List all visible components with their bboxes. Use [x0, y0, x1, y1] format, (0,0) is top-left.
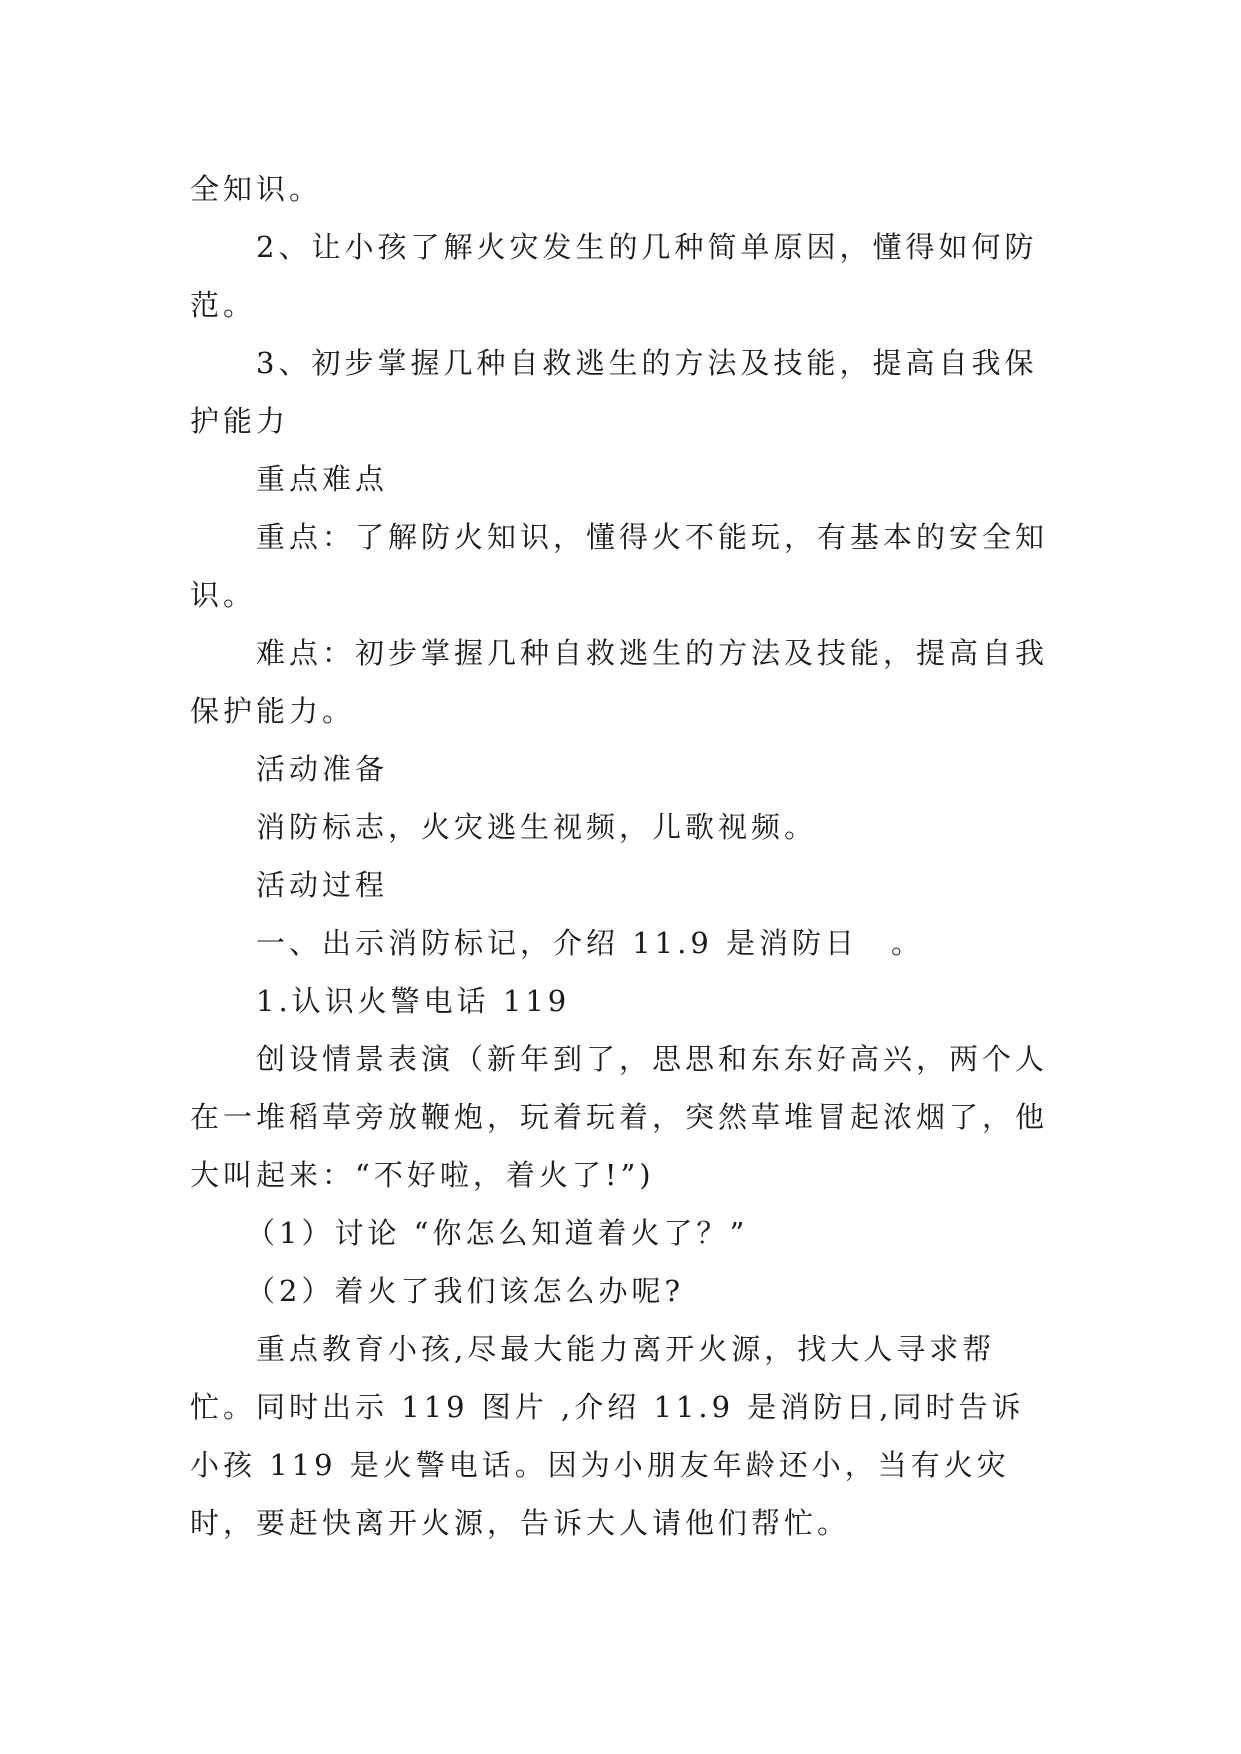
- discussion-question-1: （1）讨论 “你怎么知道着火了？”: [246, 1216, 749, 1250]
- education-paragraph: 重点教育小孩,尽最大能力离开火源，找大人寻求帮忙。同时出示 119 图片 ,介绍 11.9 是消防日,同时告诉小孩 119 是火警电话。因为小朋友年龄还小，当有火灾时，要赶快离开火源，告诉大人请他们帮忙。: [190, 1332, 1025, 1540]
- goal-item-3: 3、初步掌握几种自救逃生的方法及技能，提高自我保护能力: [190, 346, 1038, 438]
- section-heading-process: 活动过程: [256, 868, 389, 902]
- goal-item-2: 2、让小孩了解火灾发生的几种简单原因，懂得如何防范。: [190, 230, 1038, 322]
- preparation-paragraph: 消防标志，火灾逃生视频，儿歌视频。: [256, 810, 818, 844]
- scenario-paragraph: 创设情景表演（新年到了，思思和东东好高兴，两个人在一堆稻草旁放鞭炮，玩着玩着，突然草堆冒起浓烟了，他大叫起来：“不好啦，着火了!”): [190, 1042, 1049, 1192]
- key-point-paragraph: 重点：了解防火知识，懂得火不能玩，有基本的安全知识。: [190, 520, 1049, 612]
- process-substep-1: 1.认识火警电话 119: [256, 984, 571, 1018]
- discussion-question-2: （2）着火了我们该怎么办呢?: [246, 1274, 684, 1308]
- paragraph-continuation: 全知识。: [190, 172, 323, 206]
- difficult-point-paragraph: 难点：初步掌握几种自救逃生的方法及技能，提高自我保护能力。: [190, 636, 1049, 728]
- section-heading-preparation: 活动准备: [256, 752, 389, 786]
- process-step-1: 一、出示消防标记，介绍 11.9 是消防日 。: [256, 926, 925, 960]
- document-body: [190, 160, 1050, 1552]
- section-heading-key-points: 重点难点: [256, 462, 389, 496]
